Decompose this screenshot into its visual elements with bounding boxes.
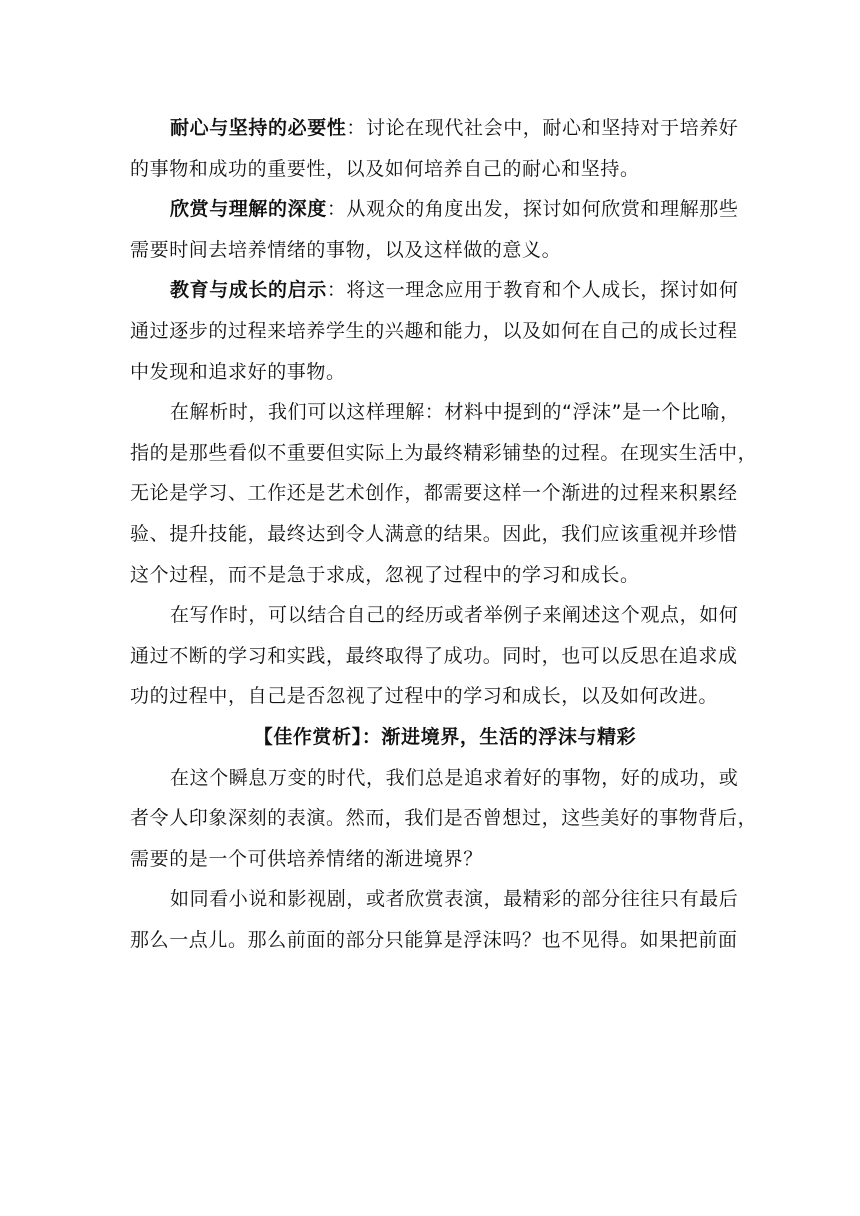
line: 在解析时，我们可以这样理解：材料中提到的“浮沫”是一个比喻， (170, 401, 740, 424)
line: 无论是学习、工作还是艺术创作，都需要这样一个渐进的过程来积累经 (130, 482, 738, 505)
line: 需要时间去培养情绪的事物，以及这样做的意义。 (130, 238, 562, 261)
line: 通过逐步的过程来培养学生的兴趣和能力，以及如何在自己的成长过程 (130, 319, 738, 342)
paragraph-title: 耐心与坚持的必要性 (170, 117, 347, 139)
paragraph-title: 教育与成长的启示 (170, 279, 327, 302)
line: 欣赏与理解的深度：从观众的角度出发，探讨如何欣赏和理解那些 (170, 198, 739, 221)
paragraph-appreciation (130, 189, 739, 270)
line: 中发现和追求好的事物。 (130, 360, 346, 383)
essay-paragraph-2 (130, 879, 739, 960)
paragraph-patience (130, 108, 739, 189)
line: 验、提升技能，最终达到令人满意的结果。因此，我们应该重视并珍惜 (130, 522, 738, 545)
line: 耐心与坚持的必要性：讨论在现代社会中，耐心和坚持对于培养好 (170, 117, 739, 139)
line: 在写作时，可以结合自己的经历或者举例子来阐述这个观点，如何 (170, 604, 739, 627)
line: 需要的是一个可供培养情绪的渐进境界？ (130, 847, 483, 870)
line: 功的过程中，自己是否忽视了过程中的学习和成长，以及如何改进。 (130, 685, 719, 708)
essay-paragraph-1 (130, 758, 758, 880)
line: 者令人印象深刻的表演。然而，我们是否曾想过，这些美好的事物背后， (130, 807, 758, 830)
paragraph-education (130, 270, 739, 392)
document-page (130, 108, 758, 960)
line: 如同看小说和影视剧，或者欣赏表演，最精彩的部分往往只有最后 (170, 888, 739, 911)
line: 这个过程，而不是急于求成，忽视了过程中的学习和成长。 (130, 563, 640, 586)
line: 的事物和成功的重要性，以及如何培养自己的耐心和坚持。 (130, 157, 640, 180)
section-heading: 【佳作赏析】：渐进境界，生活的浮沫与精彩 (253, 725, 637, 748)
paragraph-writing (130, 595, 739, 717)
paragraph-analysis (130, 392, 758, 595)
paragraph-title: 欣赏与理解的深度 (170, 198, 327, 221)
line: 那么一点儿。那么前面的部分只能算是浮沫吗？也不见得。如果把前面 (130, 928, 738, 951)
line: 教育与成长的启示：将这一理念应用于教育和个人成长，探讨如何 (170, 279, 739, 302)
line: 在这个瞬息万变的时代，我们总是追求着好的事物，好的成功，或 (170, 766, 739, 789)
line: 指的是那些看似不重要但实际上为最终精彩铺垫的过程。在现实生活中， (130, 441, 758, 464)
line: 通过不断的学习和实践，最终取得了成功。同时，也可以反思在追求成 (130, 644, 738, 667)
